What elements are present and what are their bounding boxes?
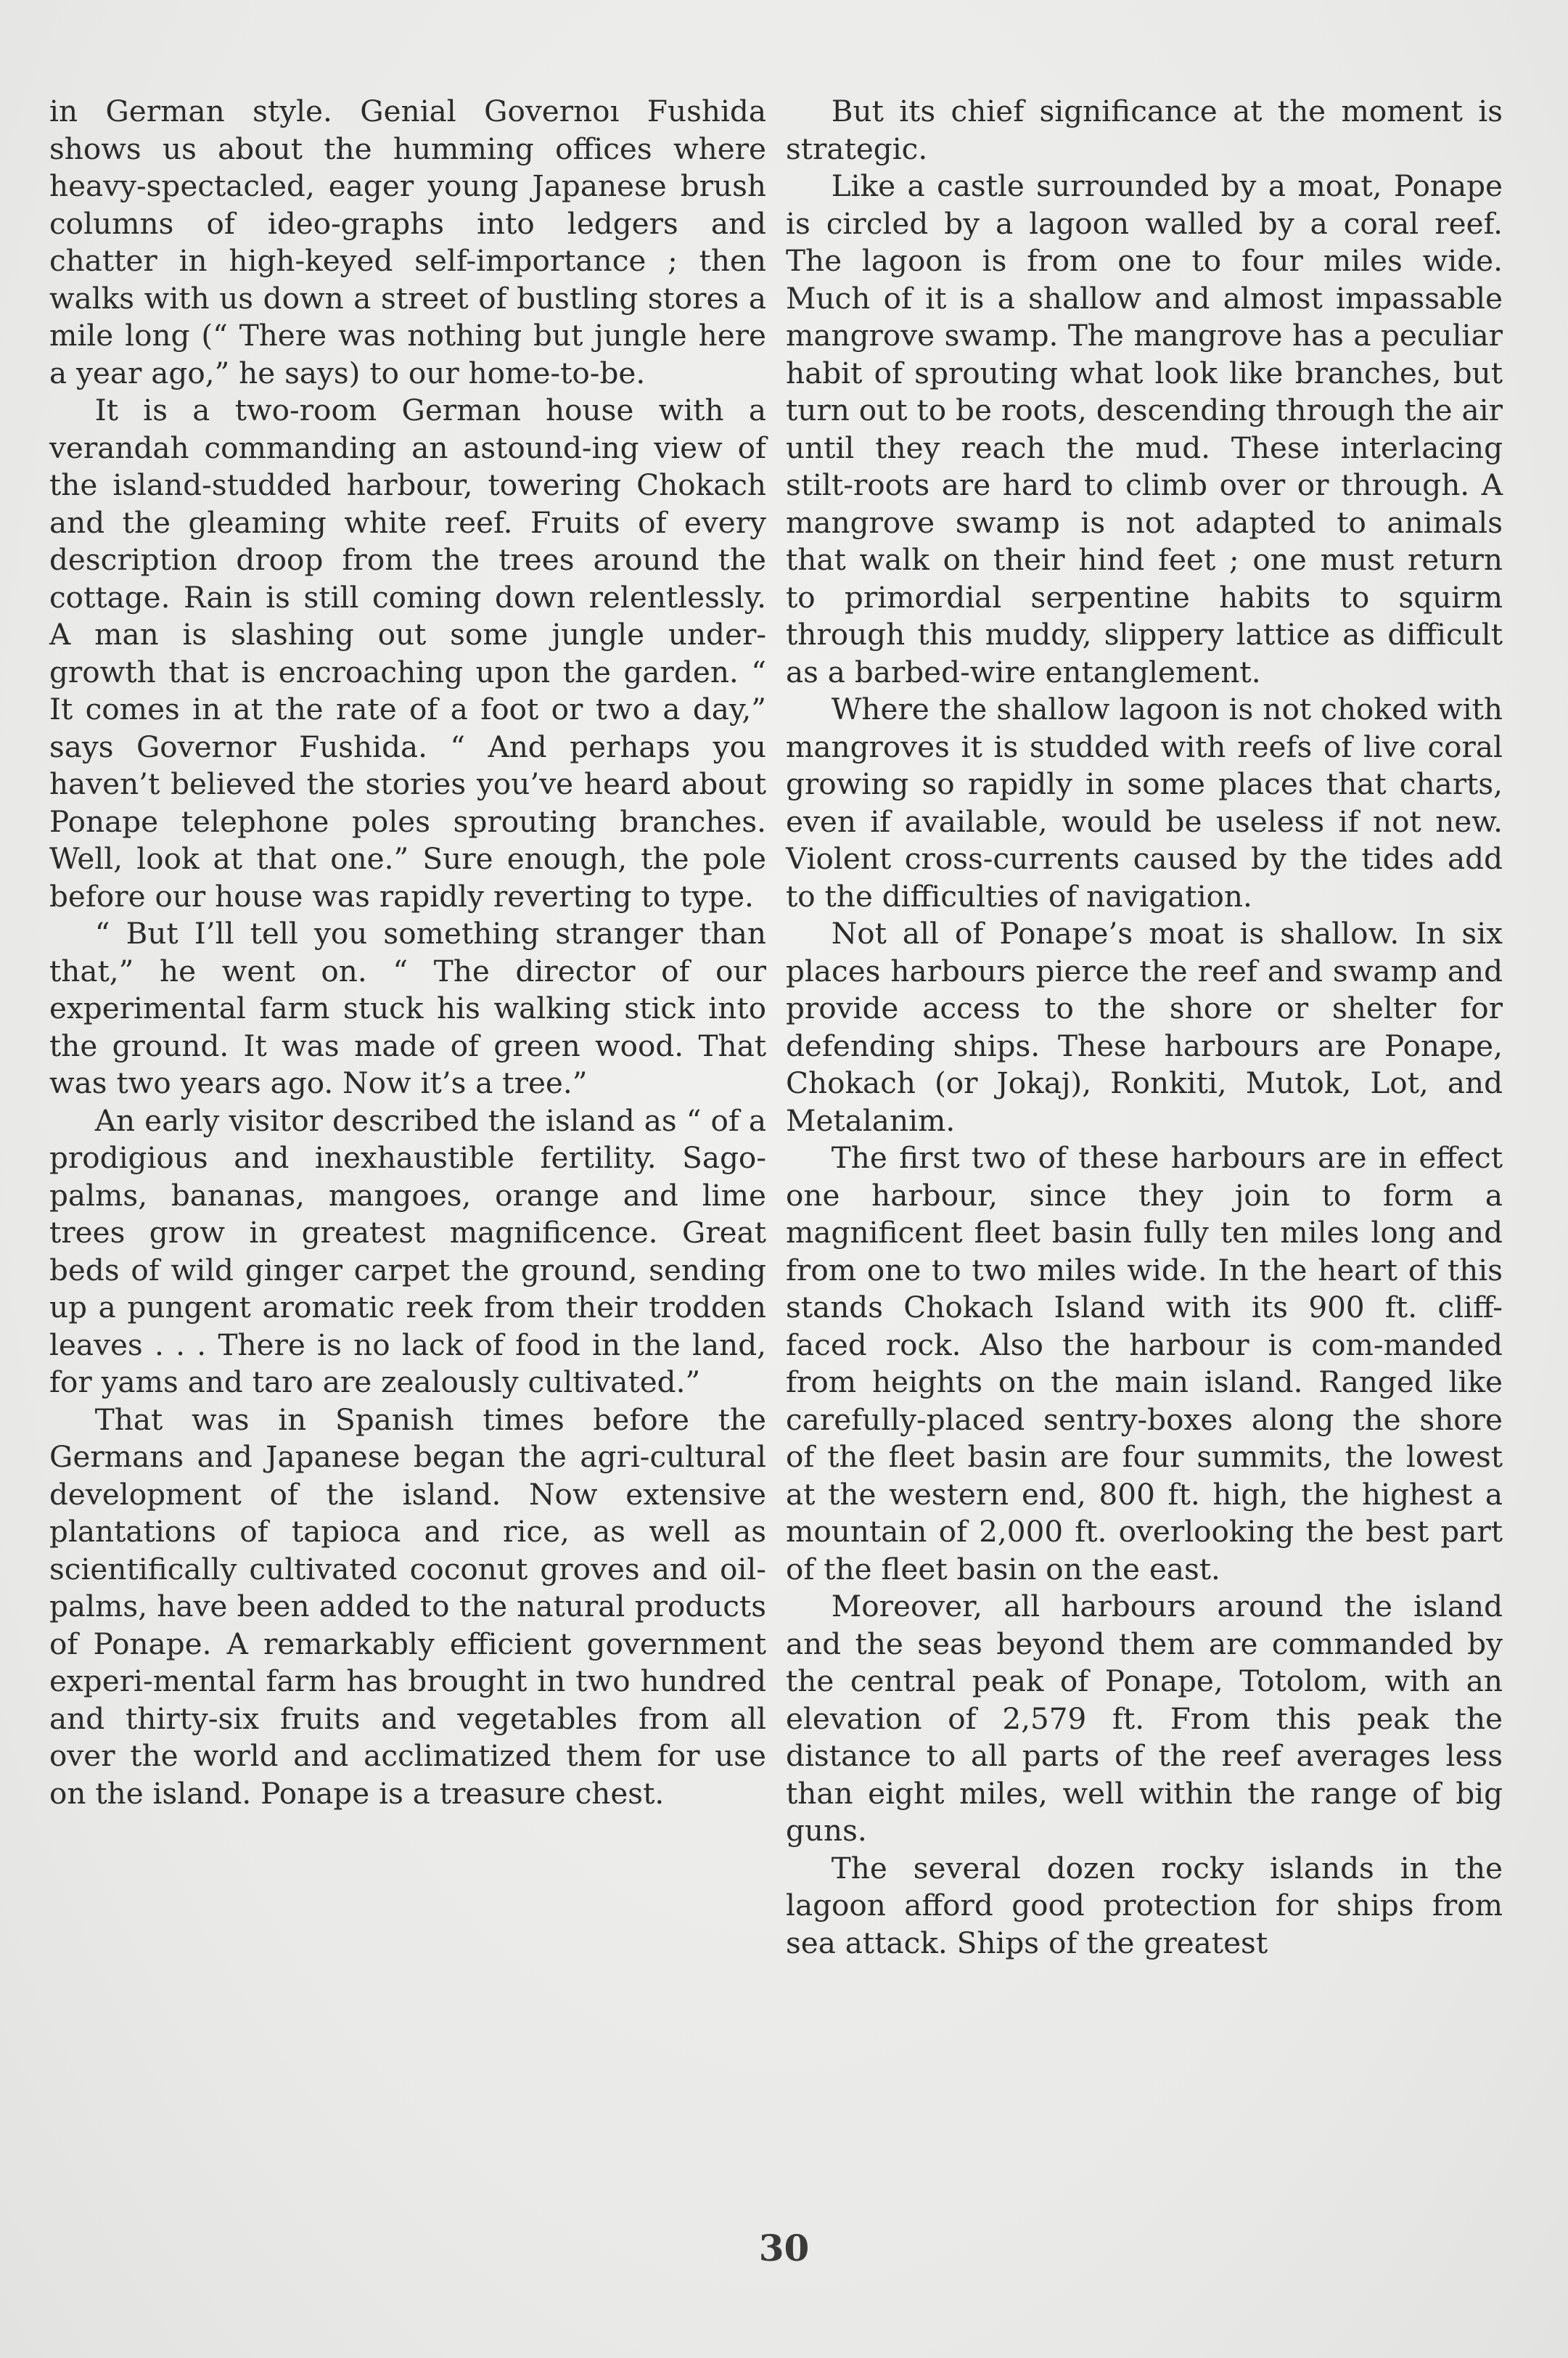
right-text-column — [786, 93, 1503, 1962]
paragraph: Moreover, all harbours around the island and the seas beyond them are commanded by the central peak of Ponape, Totolom, with an elevation of 2,579 ft. From this peak the distance to all parts of the reef averages less than eight miles, well within the range of big guns. — [786, 1589, 1503, 1848]
paragraph: “ But I’ll tell you something stranger than that,” he went on. “ The director of our experimental farm stuck his walking stick into the ground. It was made of green wood. That was two years ago. Now it’s a tree.” — [49, 916, 766, 1100]
paragraph: An early visitor described the island as “ of a prodigious and inexhaustible fertility. Sago-palms, bananas, mangoes, orange and lime trees grow in greatest magnificence. Great beds of wild ginger carpet the ground, sending up a pungent aromatic reek from their trodden leaves . . . There is no lack of food in the land, for yams and taro are zealously cultivated.” — [49, 1102, 766, 1399]
paragraph: in German style. Genial Governoı Fushida shows us about the humming offices where heavy-spectacled, eager young Japanese brush columns of ideo-graphs into ledgers and chatter in high-keyed self-importance ; then walks with us down a street of bustling stores a mile long (“ There was nothing but jungle here a year ago,” he says) to our home-to-be. — [49, 94, 766, 390]
paragraph: Not all of Ponape’s moat is shallow. In six places harbours pierce the reef and swamp and provide access to the shore or shelter for defending ships. These harbours are Ponape, Chokach (or Jokaj), Ronkiti, Mutok, Lot, and Metalanim. — [786, 916, 1503, 1138]
paragraph: The first two of these harbours are in effect one harbour, since they join to form a magnificent fleet basin fully ten miles long and from one to two miles wide. In the heart of this stands Chokach Island with its 900 ft. cliff-faced rock. Also the harbour is com-manded from heights on the main island. Ranged like carefully-placed sentry-boxes along the shore of the fleet basin are four summits, the lowest at the western end, 800 ft. high, the highest a mountain of 2,000 ft. overlooking the best part of the fleet basin on the east. — [786, 1140, 1503, 1587]
paragraph: Like a castle surrounded by a moat, Ponape is circled by a lagoon walled by a coral reef. The lagoon is from one to four miles wide. Much of it is a shallow and almost impassable mangrove swamp. The mangrove has a peculiar habit of sprouting what look like branches, but turn out to be roots, descending through the air until they reach the mud. These interlacing stilt-roots are hard to climb over or through. A mangrove swamp is not adapted to animals that walk on their hind feet ; one must return to primordial serpentine habits to squirm through this muddy, slippery lattice as difficult as a barbed-wire entanglement. — [786, 168, 1503, 689]
paragraph: The several dozen rocky islands in the lagoon afford good protection for ships from sea attack. Ships of the greatest — [786, 1850, 1503, 1960]
paragraph: Where the shallow lagoon is not choked with mangroves it is studded with reefs of live coral growing so rapidly in some places that charts, even if available, would be useless if not new. Violent cross-currents caused by the tides add to the difficulties of navigation. — [786, 692, 1503, 914]
page-number: 30 — [758, 2227, 810, 2269]
paragraph: That was in Spanish times before the Germans and Japanese began the agri-cultural development of the island. Now extensive plantations of tapioca and rice, as well as scientifically cultivated coconut groves and oil-palms, have been added to the natural products of Ponape. A remarkably efficient government experi-mental farm has brought in two hundred and thirty-six fruits and vegetables from all over the world and acclimatized them for use on the island. Ponape is a treasure chest. — [49, 1401, 766, 1811]
paragraph: It is a two-room German house with a verandah commanding an astound-ing view of the island-studded harbour, towering Chokach and the gleaming white reef. Fruits of every description droop from the trees around the cottage. Rain is still coming down relentlessly. A man is slashing out some jungle under-growth that is encroaching upon the garden. “ It comes in at the rate of a foot or two a day,” says Governor Fushida. “ And perhaps you haven’t believed the stories you’ve heard about Ponape telephone poles sprouting branches. Well, look at that one.” Sure enough, the pole before our house was rapidly reverting to type. — [49, 393, 766, 914]
paragraph: But its chief significance at the moment is strategic. — [786, 94, 1503, 166]
left-text-column — [49, 93, 766, 1812]
